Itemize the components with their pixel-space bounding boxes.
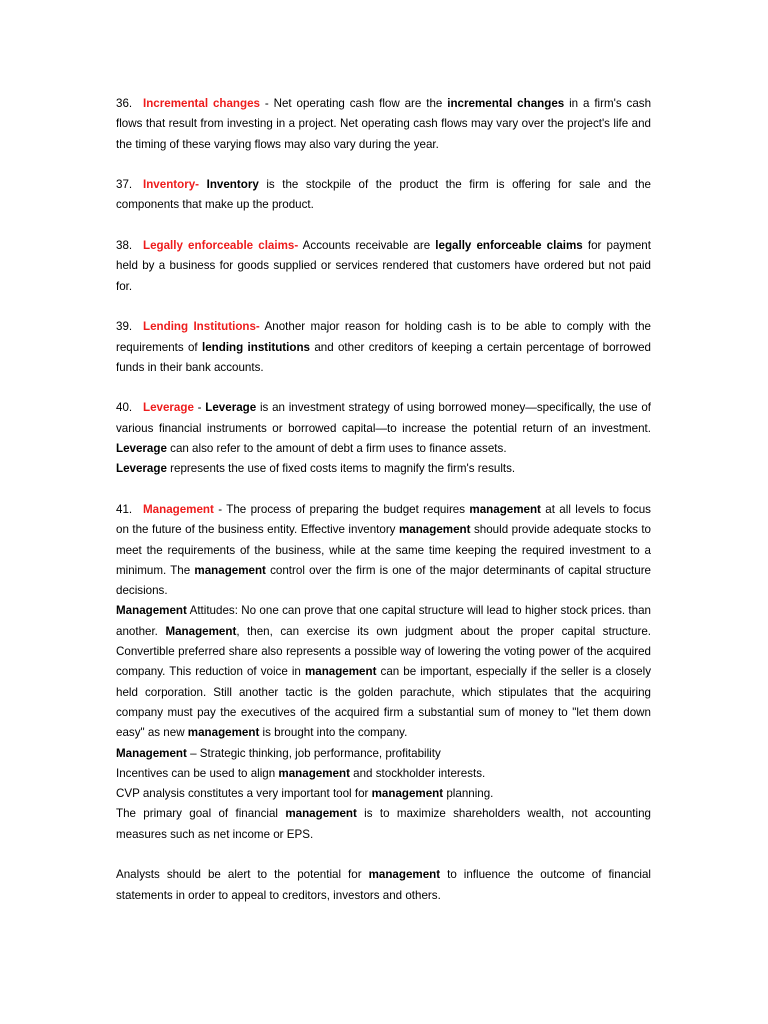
body-text: for payment held by a business for goods supplied or services rendered that customers have ordered but not paid for. <box>116 239 651 293</box>
body-text: to influence the outcome of financial statements in order to appeal to creditors, investors and others. <box>116 868 651 902</box>
bold-keyword: legally enforceable claims <box>435 239 583 253</box>
entry-paragraph <box>116 601 651 743</box>
bold-keyword: incremental changes <box>447 97 565 110</box>
bold-keyword: Inventory <box>206 178 259 192</box>
body-text: Accounts receivable are <box>298 239 436 253</box>
bold-keyword: Leverage <box>116 462 167 476</box>
entry-number: 41. <box>116 502 133 516</box>
body-text: - <box>193 401 206 415</box>
entry-paragraph <box>116 500 651 601</box>
entry-term: Incremental changes <box>143 97 260 110</box>
body-text: Another major reason for holding cash is to be able to comply with the requirements of <box>116 320 651 354</box>
entry-paragraph <box>116 459 651 479</box>
body-text: Analysts should be alert to the potential for <box>116 868 369 882</box>
entry-paragraph <box>116 317 651 378</box>
bold-keyword: management <box>285 807 357 821</box>
body-text: is an investment strategy of using borrowed money—specifically, the use of various financial instruments or borrowed capital—to increase the potential return of an investment. <box>116 401 651 435</box>
body-text: and stockholder interests. <box>349 766 486 780</box>
entry-paragraph <box>116 865 651 906</box>
glossary-entries <box>116 94 651 906</box>
bold-keyword: lending institutions <box>201 340 310 354</box>
entry-paragraph <box>116 784 651 804</box>
body-text: is the stockpile of the product the firm is offering for sale and the components that make up the product. <box>116 178 651 212</box>
entry-number: 38. <box>116 239 133 253</box>
body-text: represents the use of fixed costs items to magnify the firm's results. <box>166 462 516 476</box>
body-text: The primary goal of financial <box>116 807 286 821</box>
entry-paragraph <box>116 94 651 155</box>
body-text: CVP analysis constitutes a very important tool for <box>116 787 372 801</box>
bold-keyword: Management <box>116 604 187 618</box>
bold-keyword: management <box>371 787 444 801</box>
glossary-entry <box>116 398 651 479</box>
entry-term: Inventory- <box>143 178 200 192</box>
entry-paragraph <box>116 804 651 845</box>
bold-keyword: Leverage <box>205 401 257 415</box>
bold-keyword: management <box>469 502 541 516</box>
document-page <box>116 94 651 926</box>
bold-keyword: Leverage <box>116 442 167 456</box>
body-text: – Strategic thinking, job performance, profitability <box>186 746 441 760</box>
entry-number: 39. <box>116 320 133 334</box>
body-text: - The process of preparing the budget requires <box>213 502 470 516</box>
entry-paragraph <box>116 398 651 459</box>
entry-paragraph <box>116 764 651 784</box>
bold-keyword: management <box>194 563 266 577</box>
body-text: should provide adequate stocks to meet the requirements of the business, while at the same time keeping the required investment to a minimum. The <box>116 523 651 577</box>
entry-number: 40. <box>116 401 133 415</box>
glossary-entry <box>116 500 651 845</box>
entry-number: 37. <box>116 178 133 192</box>
body-text: at all levels to focus on the future of the business entity. Effective inventory <box>116 502 651 537</box>
bold-keyword: management <box>304 665 377 679</box>
entry-term: Legally enforceable claims- <box>143 239 299 253</box>
body-text: , then, can exercise its own judgment about the proper capital structure. Convertible preferred share also represents a possible way of lowering the voting power of the acquired company. This reduction of voice in <box>116 624 652 679</box>
entry-term: Leverage <box>143 401 194 415</box>
body-text: Attitudes: No one can prove that one capital structure will lead to higher stock prices. than another. <box>116 604 651 638</box>
body-text: planning. <box>443 787 494 801</box>
entry-number: 36. <box>116 97 133 110</box>
entry-paragraph <box>116 744 651 764</box>
glossary-entry <box>116 94 651 155</box>
entry-paragraph <box>116 175 651 216</box>
entry-term: Lending Institutions- <box>143 320 260 334</box>
bold-keyword: Management <box>165 624 237 638</box>
bold-keyword: management <box>187 726 260 740</box>
body-text: in a firm's cash flows that result from investing in a project. Net operating cash flows may vary over the project's life and the timing of these varying flows may also vary during the year. <box>116 97 652 151</box>
body-text: Incentives can be used to align <box>116 766 279 780</box>
bold-keyword: Management <box>116 746 187 760</box>
entry-term: Management <box>143 502 214 516</box>
entry-paragraph <box>116 236 651 297</box>
body-text: is brought into the company. <box>259 726 408 740</box>
body-text <box>199 178 207 191</box>
body-text: can also refer to the amount of debt a firm uses to finance assets. <box>166 442 507 456</box>
body-text: can be important, especially if the seller is a closely held corporation. Still another tactic is the golden parachute, which stipulates that the acquiring company must pay the executives of the acquired firm a substantial sum of money to "let them down easy" as new <box>116 665 652 740</box>
glossary-entry <box>116 865 651 906</box>
body-text: and other creditors of keeping a certain percentage of borrowed funds in their bank accounts. <box>116 340 651 374</box>
body-text: is to maximize shareholders wealth, not accounting measures such as net income or EPS. <box>116 807 651 841</box>
glossary-entry <box>116 236 651 297</box>
body-text: - Net operating cash flow are the <box>260 97 448 110</box>
bold-keyword: management <box>398 523 471 537</box>
bold-keyword: management <box>368 868 441 882</box>
bold-keyword: management <box>278 766 350 780</box>
glossary-entry <box>116 317 651 378</box>
glossary-entry <box>116 175 651 216</box>
body-text: control over the firm is one of the major determinants of capital structure decisions. <box>116 563 651 598</box>
